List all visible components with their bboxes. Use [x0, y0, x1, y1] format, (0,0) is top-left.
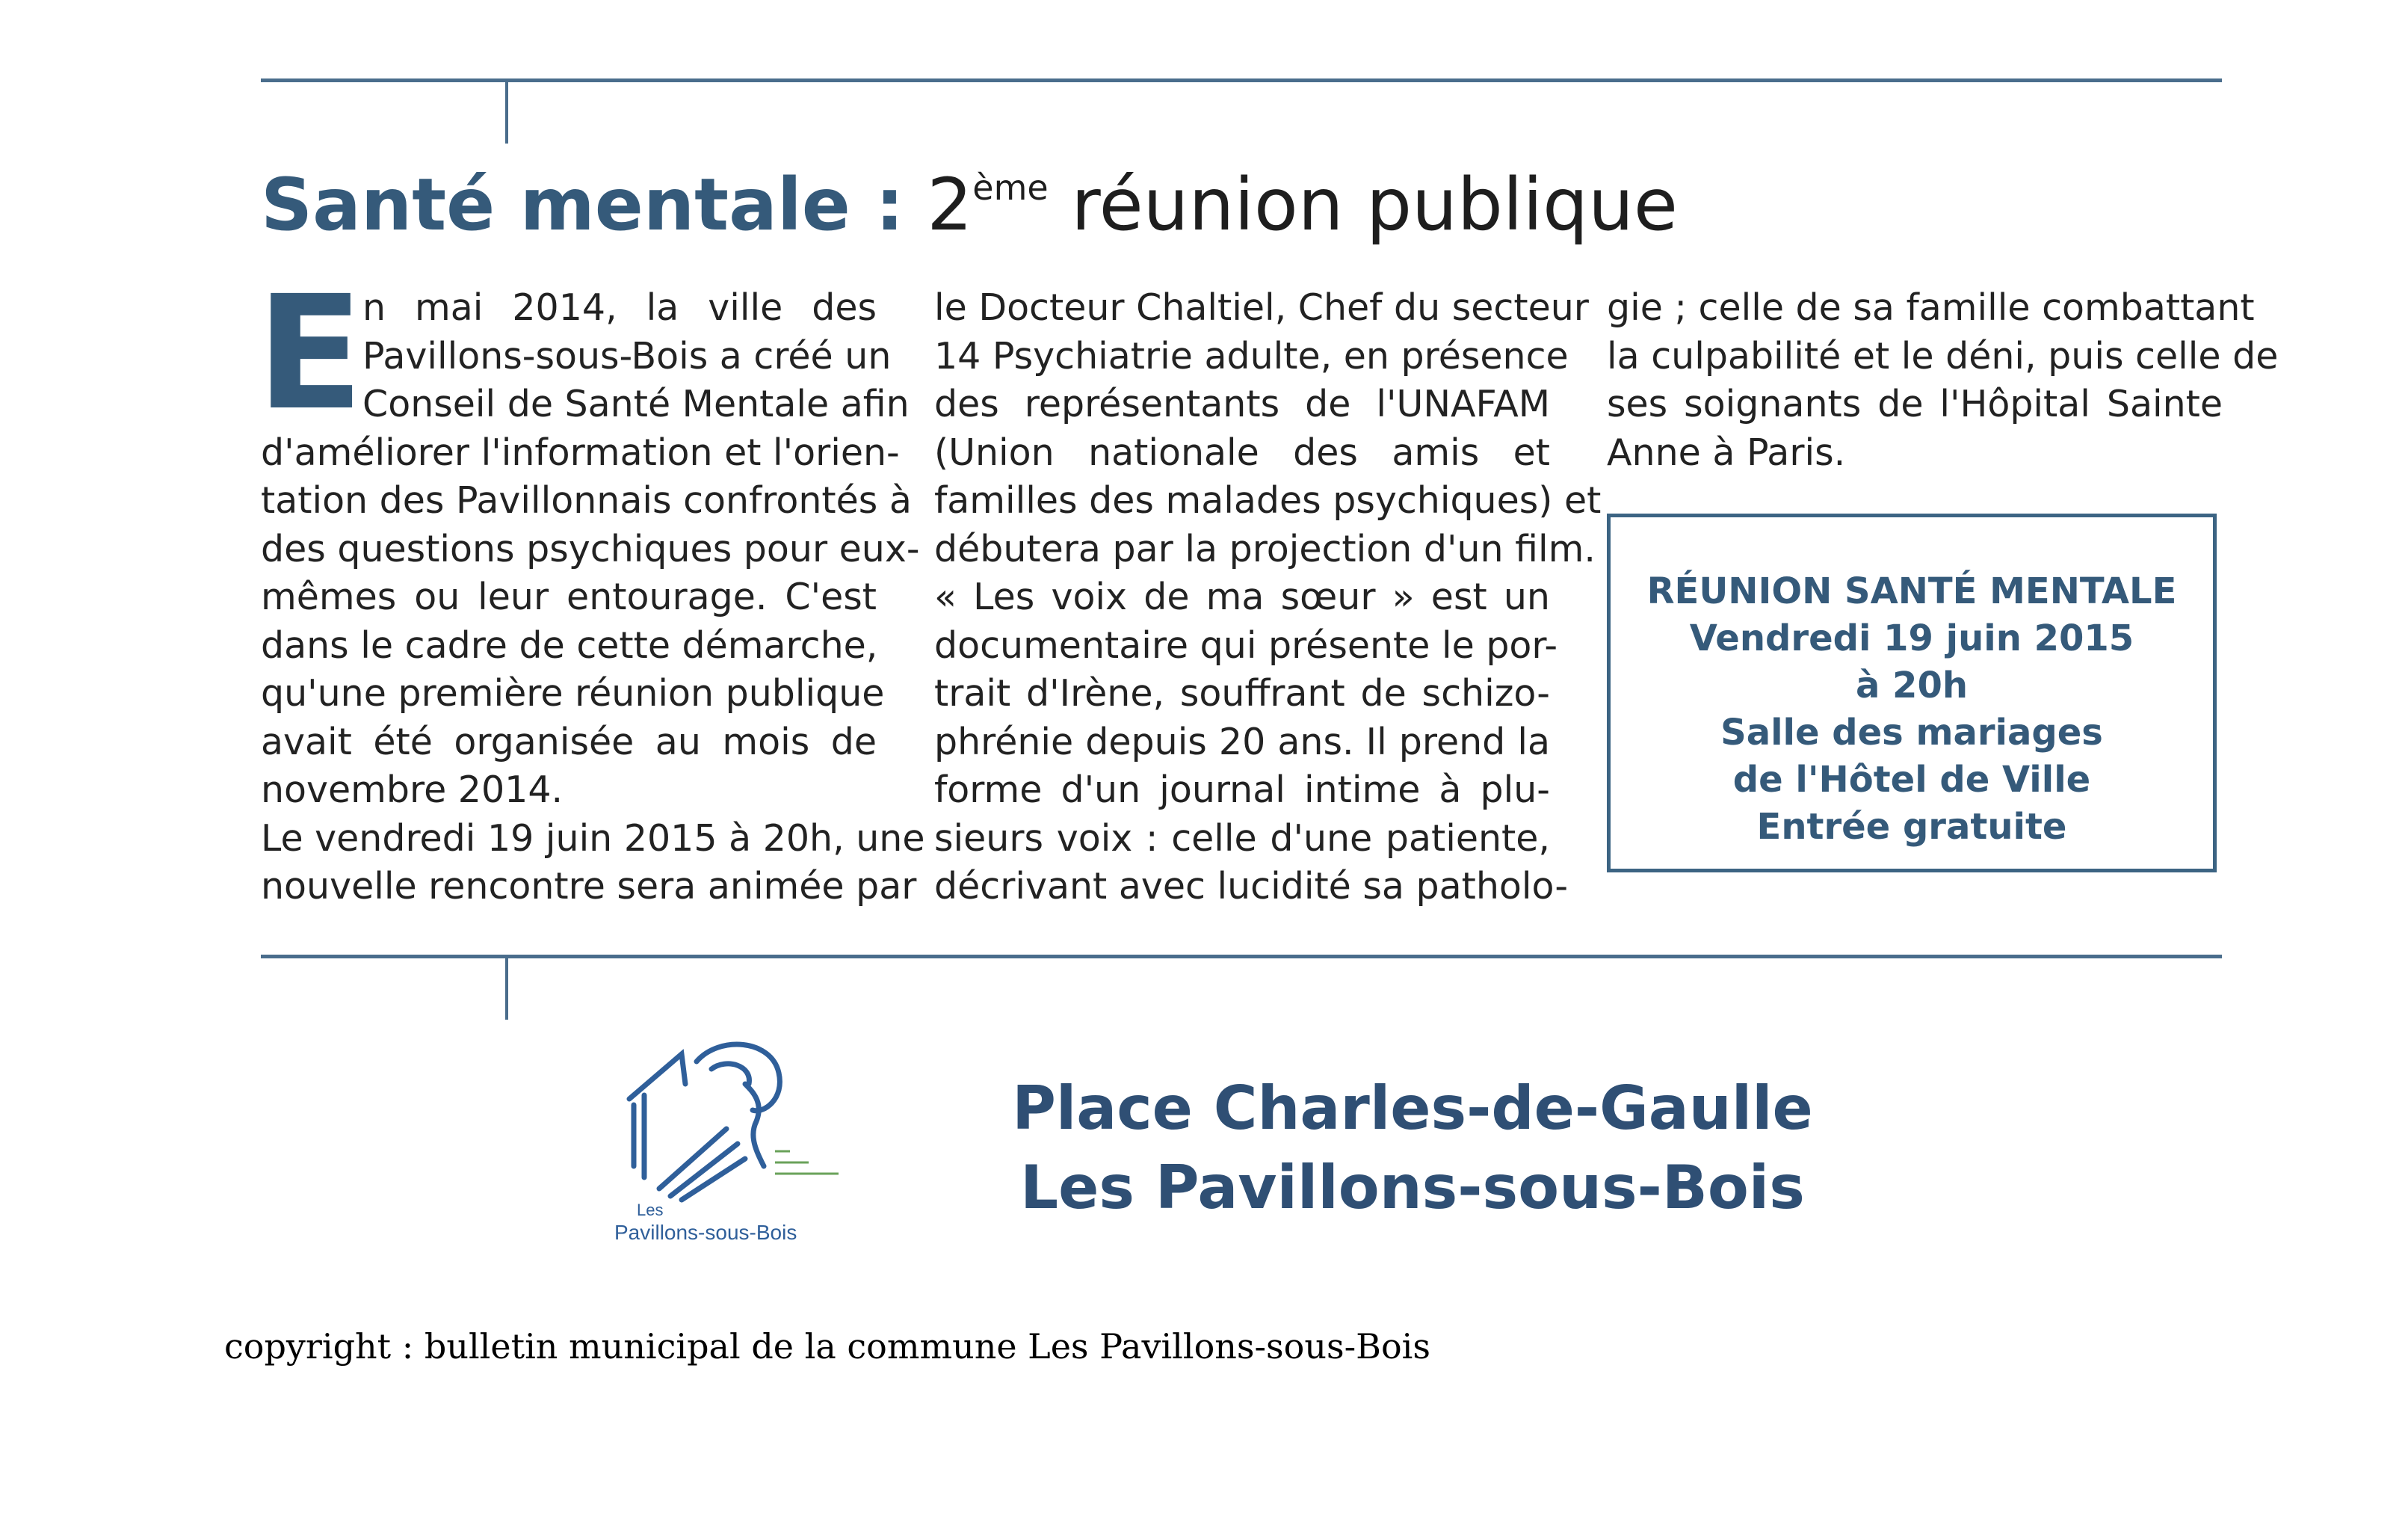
text-line: Le vendredi 19 juin 2015 à 20h, une — [261, 816, 925, 860]
text-line: phrénie depuis 20 ans. Il prend la — [934, 720, 1550, 763]
event-heading: RÉUNION SANTÉ MENTALE — [1646, 570, 2177, 612]
address-block — [897, 1069, 1928, 1227]
text-line: avait été organisée au mois de — [261, 720, 877, 763]
text-line: le Docteur Chaltiel, Chef du secteur — [934, 286, 1589, 329]
text-line: des représentants de l'UNAFAM — [934, 383, 1550, 425]
event-time: à 20h — [1855, 665, 1969, 706]
city-logo-icon — [614, 1039, 883, 1256]
event-info-box — [1607, 514, 2217, 872]
text-line: dans le cadre de cette démarche, — [261, 623, 878, 667]
title-superscript: ème — [972, 167, 1049, 208]
event-entry: Entrée gratuite — [1756, 806, 2067, 848]
article-column-2 — [934, 284, 1602, 911]
text-line: mêmes ou leur entourage. C'est — [261, 576, 877, 618]
event-venue: de l'Hôtel de Ville — [1732, 759, 2091, 801]
text-line: des questions psychiques pour eux- — [261, 527, 920, 570]
event-room: Salle des mariages — [1720, 712, 2103, 754]
logo-text-line1: Les — [637, 1201, 664, 1219]
address-line-1: Place Charles-de-Gaulle — [1012, 1074, 1813, 1143]
text-line: la culpabilité et le déni, puis celle de — [1607, 334, 2279, 378]
text-line: tation des Pavillonnais confrontés à — [261, 479, 912, 522]
title-number: 2 — [927, 163, 973, 247]
address-line-2: Les Pavillons-sous-Bois — [1020, 1153, 1805, 1222]
text-line: 14 Psychiatrie adulte, en présence — [934, 334, 1569, 378]
title-main: Santé mentale : — [261, 163, 904, 247]
text-line: trait d'Irène, souffrant de schizo- — [934, 672, 1550, 715]
text-line: ses soignants de l'Hôpital Sainte — [1607, 383, 2223, 425]
title-rest: réunion publique — [1071, 163, 1678, 247]
text-line: nouvelle rencontre sera animée par — [261, 865, 917, 908]
top-rule — [261, 78, 2222, 82]
text-line: novembre 2014. — [261, 768, 564, 811]
article-title — [261, 163, 1678, 260]
top-rule-tick — [505, 81, 508, 144]
logo-text-line2: Pavillons-sous-Bois — [614, 1221, 797, 1244]
text-line: documentaire qui présente le por- — [934, 623, 1558, 667]
text-line: décrivant avec lucidité sa patholo- — [934, 865, 1569, 908]
text-line: (Union nationale des amis et — [934, 431, 1550, 474]
article-column-1 — [261, 284, 925, 911]
text-line: Pavillons-sous-Bois a créé un — [362, 334, 892, 378]
bottom-rule-tick — [505, 957, 508, 1020]
text-line: « Les voix de ma sœur » est un — [934, 576, 1550, 618]
text-line: Conseil de Santé Mentale afin — [362, 383, 910, 425]
event-date: Vendredi 19 juin 2015 — [1689, 617, 2134, 659]
text-line: qu'une première réunion publique — [261, 672, 885, 715]
article-column-3 — [1607, 284, 2279, 477]
bottom-rule — [261, 955, 2222, 958]
text-line: familles des malades psychiques) et — [934, 479, 1602, 522]
text-line: n mai 2014, la ville des — [362, 286, 877, 329]
text-line: Anne à Paris. — [1607, 431, 1846, 474]
copyright-notice: copyright : bulletin municipal de la commune Les Pavillons-sous-Bois — [224, 1326, 1430, 1367]
text-line: d'améliorer l'information et l'orien- — [261, 431, 900, 474]
text-line: forme d'un journal intime à plu- — [934, 768, 1550, 811]
text-line: gie ; celle de sa famille combattant — [1607, 286, 2255, 329]
text-line: sieurs voix : celle d'une patiente, — [934, 816, 1550, 860]
drop-cap: E — [256, 262, 364, 445]
text-line: débutera par la projection d'un film. — [934, 527, 1596, 570]
city-logo — [614, 1039, 883, 1256]
